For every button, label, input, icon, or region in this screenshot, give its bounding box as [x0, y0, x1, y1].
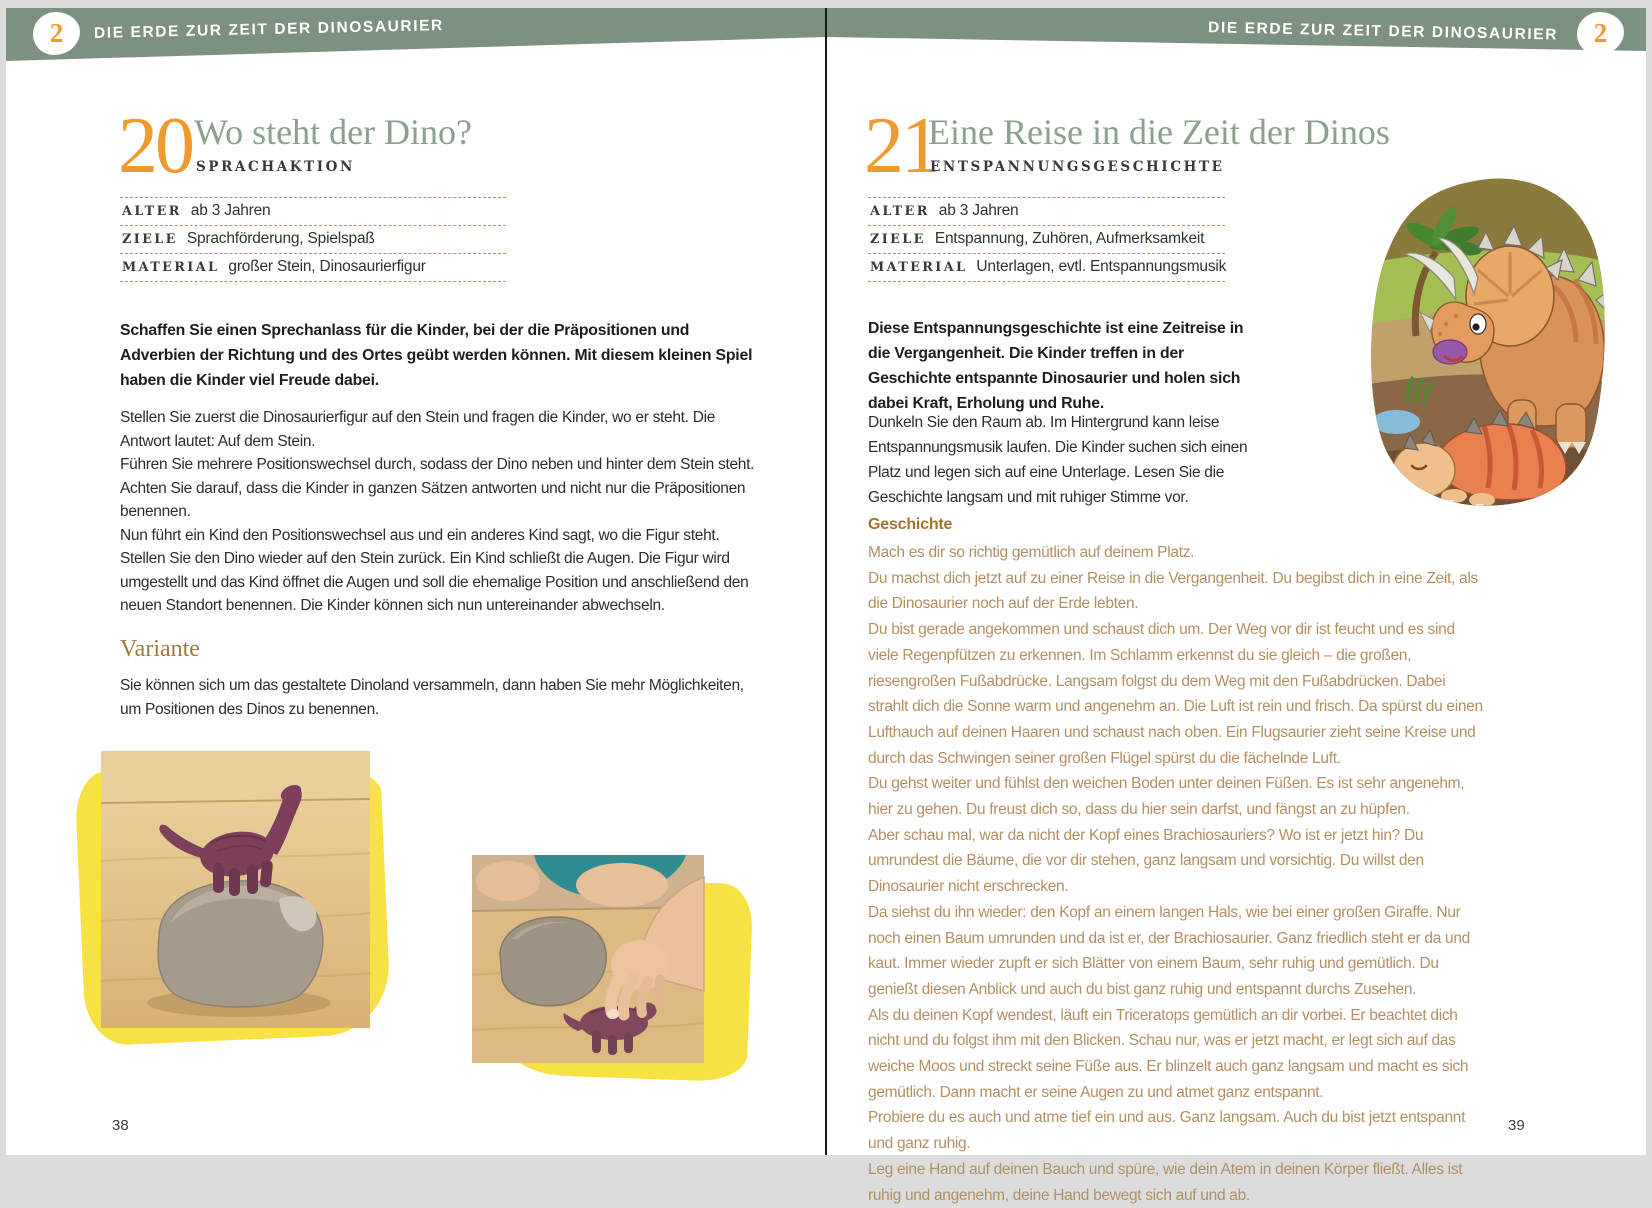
story-heading: Geschichte — [868, 516, 953, 533]
chapter-title-right: DIE ERDE ZUR ZEIT DER DINOSAURIER — [1207, 19, 1559, 44]
info-value: großer Stein, Dinosaurierfigur — [228, 258, 426, 275]
chapter-number: 2 — [49, 18, 64, 48]
info-label: MATERIAL — [870, 260, 968, 275]
info-label: ALTER — [870, 204, 930, 219]
story-paragraph: Leg eine Hand auf deinen Bauch und spüre, wie dein Atem in deinen Körper fließt. Alles ist ruhig und angenehm, deine Hand bewegt sich auf und ab. — [868, 1160, 1463, 1204]
paragraph: Führen Sie mehrere Positionswechsel durch, sodass der Dino neben und hinter dem Stein steht. Achten Sie darauf, dass die Kinder in ganzen Sätzen antworten und nicht nur die Präpositionen benennen. — [120, 456, 755, 520]
info-value: Sprachförderung, Spielspaß — [186, 230, 375, 247]
page-number-left: 38 — [112, 1117, 129, 1134]
info-row-alter — [868, 197, 1225, 225]
paragraph: Nun führt ein Kind den Positionswechsel aus und ein anderes Kind sagt, wo die Figur steht. Stellen Sie den Dino wieder auf den Stein zurück. Ein Kind schließt die Augen. Die Figur wird umgestellt und das Kind öffnet die Augen und soll die ehemalige Position und anschließend den neuen Standort benennen. Die Kinder können sich nun untereinander abwechseln. — [120, 526, 749, 614]
chapter-number: 2 — [1593, 18, 1608, 48]
body-paragraphs-left — [120, 406, 760, 618]
info-value: ab 3 Jahren — [938, 202, 1019, 219]
info-row-ziele — [120, 225, 506, 253]
story-paragraph: Da siehst du ihn wieder: den Kopf an einem langen Hals, wie bei einer großen Giraffe. Nur noch einen Baum umrunden und da ist er, der Brachiosaurier. Ganz friedlich steht er da und kaut. Immer wieder zupft er sich Blätter von einem Baum, sehr ruhig und gemütlich. Du genießt diesen Anblick und auch du bist ganz ruhig und entspannt durchs Zusehen. — [868, 903, 1470, 998]
paragraph: Stellen Sie zuerst die Dinosaurierfigur auf den Stein und fragen die Kinder, wo er steht. Die Antwort lautet: Auf dem Stein. — [120, 409, 716, 450]
page-gutter-line — [825, 8, 827, 1155]
activity-number-20: 20 — [118, 102, 192, 190]
hand-moving-dino-photo — [472, 855, 704, 1063]
activity-number-21: 21 — [864, 102, 938, 190]
story-paragraph: Du bist gerade angekommen und schaust dich um. Der Weg vor dir ist feucht und es sind viele Regenpfützen zu erkennen. Im Schlamm erkennst du sie gleich – die großen, riesengroßen Fußabdrücke. Langsam folgst du dem Weg mit den Fußabdrücken. Dabei strahlt dich die Sonne warm und angenehm an. Die Luft ist rein und frisch. Da spürst du einen Lufthauch auf deinen Haaren und schaust nach oben. Ein Flugsaurier zieht seine Kreise und durch das Schwingen seiner großen Flügel spürst du die fächelnde Luft. — [868, 621, 1483, 767]
story-paragraph: Als du deinen Kopf wendest, läuft ein Triceratops gemütlich an dir vorbei. Er beachtet dich nicht und du folgst ihm mit den Blicken. Schau nur, was er jetzt macht, er legt sich auf das weiche Moos und streckt seine Füße aus. Er blinzelt auch ganz langsam und macht es sich gemütlich. Dann macht er seine Augen zu und atmet ganz entspannt. — [868, 1006, 1469, 1101]
story-text — [868, 540, 1488, 1208]
page-number-right: 39 — [1508, 1117, 1525, 1134]
activity-subtitle-left: SPRACHAKTION — [196, 159, 355, 175]
info-row-material — [868, 253, 1225, 281]
setup-paragraph: Dunkeln Sie den Raum ab. Im Hintergrund kann leise Entspannungsmusik laufen. Die Kinder suchen sich einen Platz und legen sich auf eine Unterlage. Lesen Sie die Geschichte langsam und mit ruhiger Stimme vor. — [868, 414, 1248, 506]
chapter-title-left: DIE ERDE ZUR ZEIT DER DINOSAURIER — [93, 17, 445, 42]
info-label: MATERIAL — [122, 260, 220, 275]
info-value: Unterlagen, evtl. Entspannungsmusik — [976, 258, 1227, 275]
intro-paragraph-right: Diese Entspannungsgeschichte ist eine Zeitreise in die Vergangenheit. Die Kinder treffen in der Geschichte entspannte Dinosaurier und holen sich dabei Kraft, Erholung und Ruhe. — [868, 320, 1244, 412]
info-value: Entspannung, Zuhören, Aufmerksamkeit — [934, 230, 1205, 247]
info-label: ZIELE — [870, 232, 926, 247]
info-value: ab 3 Jahren — [190, 202, 271, 219]
variant-heading: Variante — [120, 636, 200, 662]
story-paragraph: Du machst dich jetzt auf zu einer Reise in die Vergangenheit. Du begibst dich in eine Zeit, als die Dinosaurier noch auf der Erde lebten. — [868, 569, 1478, 613]
info-row-alter — [120, 197, 506, 225]
info-label: ALTER — [122, 204, 182, 219]
activity-title-right: Eine Reise in die Zeit der Dinos — [928, 112, 1390, 152]
info-row-ziele — [868, 225, 1225, 253]
variant-text: Sie können sich um das gestaltete Dinoland versammeln, dann haben Sie mehr Möglichkeiten, um Positionen des Dinos zu benennen. — [120, 677, 744, 718]
activity-subtitle-right: ENTSPANNUNGSGESCHICHTE — [930, 159, 1225, 175]
story-paragraph: Aber schau mal, war da nicht der Kopf eines Brachiosauriers? Wo ist er jetzt hin? Du umrundest die Bäume, die vor dir stehen, ganz langsam und vorsichtig. Du willst den Dinosaurier nicht erschrecken. — [868, 826, 1424, 896]
info-table-right — [868, 197, 1225, 282]
intro-paragraph-left: Schaffen Sie einen Sprechanlass für die Kinder, bei der die Präpositionen und Adverbien der Richtung und des Ortes geübt werden können. Mit diesem kleinen Spiel haben die Kinder viel Freude dabei. — [120, 322, 753, 389]
info-label: ZIELE — [122, 232, 178, 247]
activity-title-left: Wo steht der Dino? — [194, 112, 473, 152]
story-paragraph: Mach es dir so richtig gemütlich auf deinem Platz. — [868, 544, 1195, 561]
story-paragraph: Probiere du es auch und atme tief ein und aus. Ganz langsam. Auch du bist jetzt entspannt und ganz ruhig. — [868, 1109, 1466, 1153]
info-row-material — [120, 253, 506, 281]
triceratops-illustration — [1358, 174, 1612, 508]
info-table-left — [120, 197, 506, 282]
story-paragraph: Du gehst weiter und fühlst den weichen Boden unter deinen Füßen. Es ist sehr angenehm, hier zu gehen. Du freust dich so, dass du hier sein darfst, und fängst an zu hüpfen. — [868, 775, 1465, 819]
dino-on-stone-photo — [101, 751, 370, 1028]
